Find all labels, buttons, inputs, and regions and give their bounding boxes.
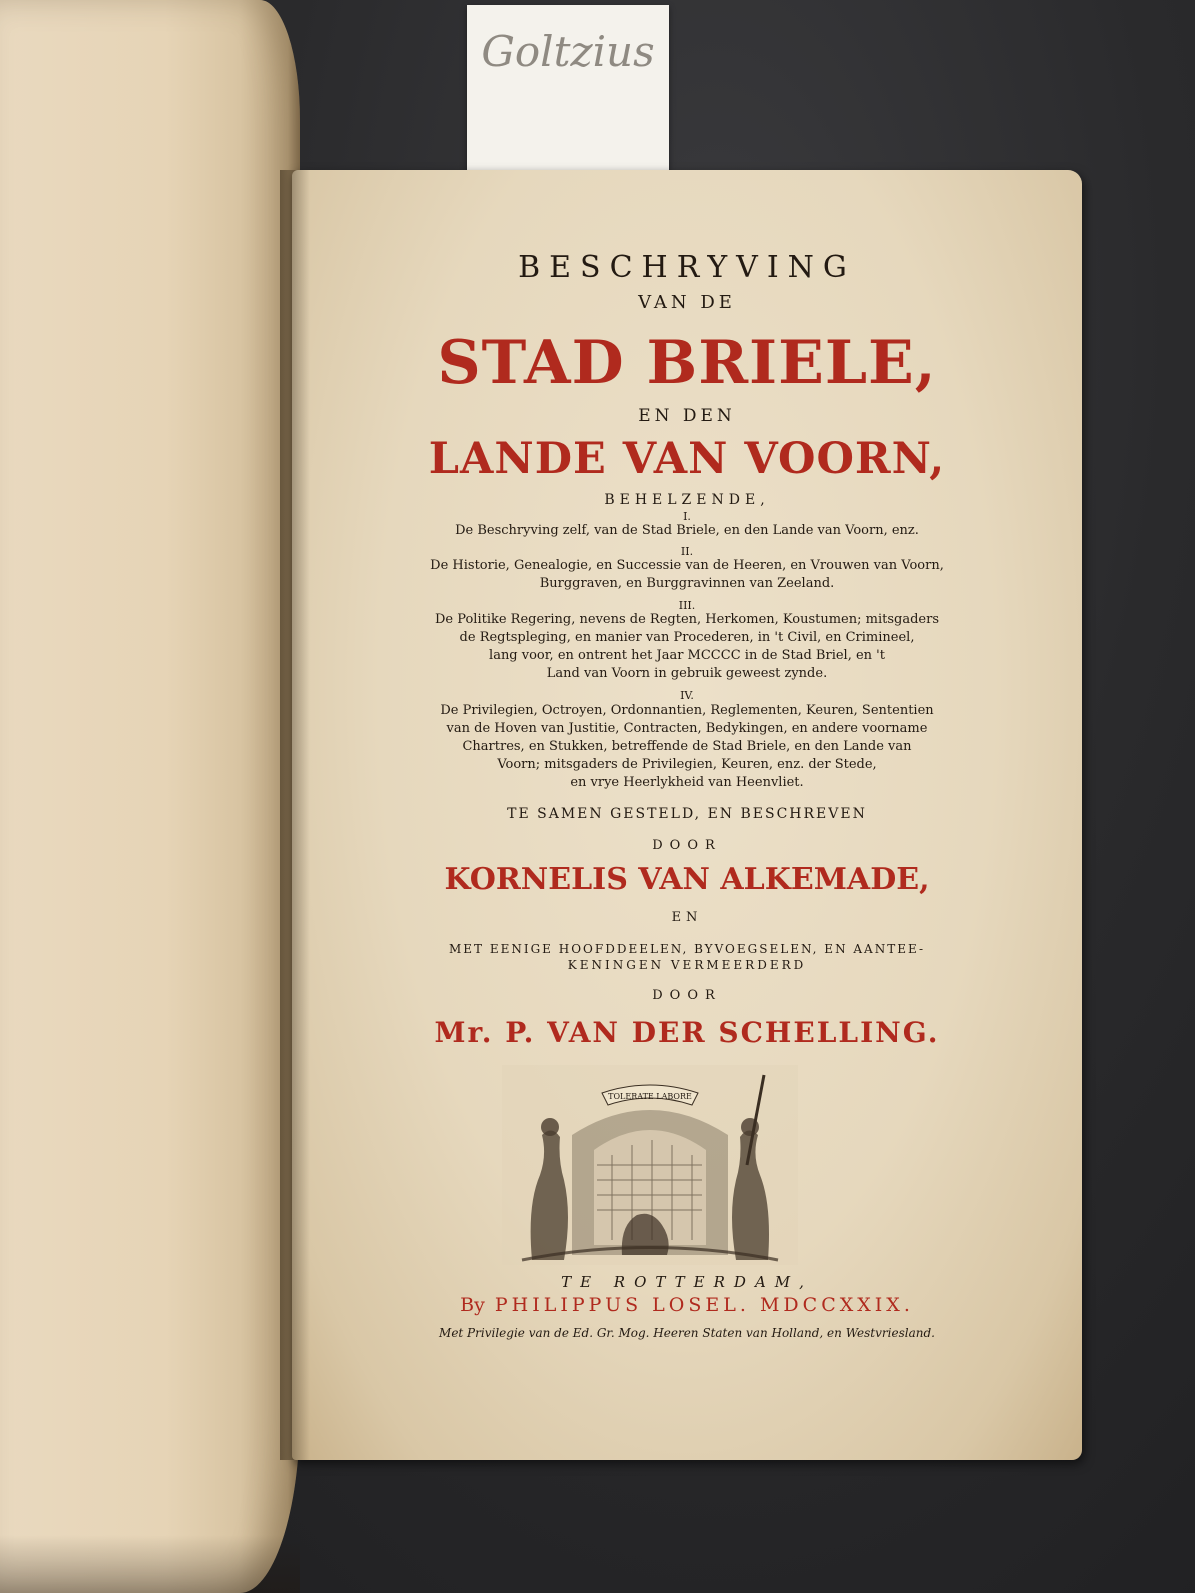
section-3-numeral: III. bbox=[678, 599, 696, 612]
section-4-line-4: Voorn; mitsgaders de Privilegien, Keuren, enz. der Stede, bbox=[497, 757, 877, 772]
behelzende-label: BEHELZENDE, bbox=[604, 492, 770, 508]
author-p-van-der-schelling bbox=[292, 1016, 1082, 1049]
privilege-line: Met Privilegie van de Ed. Gr. Mog. Heeren Staten van Holland, en Westvriesland. bbox=[439, 1326, 935, 1340]
en-label: EN bbox=[671, 910, 703, 925]
section-4-numeral: IV. bbox=[680, 689, 694, 702]
title-line-en-den: EN DEN bbox=[638, 406, 736, 426]
additions-line-1: MET EENIGE HOOFDDEELEN, BYVOEGSELEN, EN AANTEE- bbox=[448, 942, 926, 956]
author2-prefix: Mr. bbox=[434, 1016, 494, 1049]
compiled-by-line: TE SAMEN GESTELD, EN BESCHREVEN bbox=[507, 806, 867, 822]
section-4-line-3: Chartres, en Stukken, betreffende de Stad Briele, en den Lande van bbox=[462, 739, 912, 754]
gutter-shadow bbox=[280, 170, 310, 1460]
title-line-van-de: VAN DE bbox=[638, 292, 736, 313]
door-label-1: DOOR bbox=[652, 838, 722, 853]
section-4-line-5: en vrye Heerlykheid van Heenvliet. bbox=[570, 775, 804, 790]
title-lande-van-voorn: LANDE VAN VOORN, bbox=[428, 434, 946, 484]
printing-year: MDCCXXIX. bbox=[759, 1294, 914, 1316]
printer-by: By bbox=[460, 1294, 485, 1316]
author-kornelis-van-alkemade: KORNELIS VAN ALKEMADE, bbox=[444, 862, 930, 897]
section-3-line-2: de Regtspleging, en manier van Procederen, in 't Civil, en Crimineel, bbox=[459, 630, 915, 645]
title-stad-briele: STAD BRIELE, bbox=[437, 328, 937, 398]
section-3-line-1: De Politike Regering, nevens de Regten, Herkomen, Koustumen; mitsgaders bbox=[434, 612, 939, 627]
section-4-line-2: van de Hoven van Justitie, Contracten, Bedykingen, en andere voorname bbox=[446, 721, 928, 736]
door-label-2: DOOR bbox=[652, 988, 722, 1003]
title-page bbox=[292, 170, 1082, 1460]
section-2-line-1: De Historie, Genealogie, en Successie van de Heeren, en Vrouwen van Voorn, bbox=[430, 558, 944, 573]
left-blank-page bbox=[0, 0, 300, 1593]
left-page-shadow bbox=[0, 1535, 300, 1593]
bookmark-label-card bbox=[467, 5, 669, 180]
engraved-vignette bbox=[502, 1065, 798, 1265]
author2-name: P. VAN DER SCHELLING. bbox=[505, 1016, 940, 1049]
section-2-numeral: II. bbox=[680, 545, 694, 558]
title-line-beschryving: BESCHRYVING bbox=[518, 250, 856, 285]
vignette-motto: TOLERATE LABORE bbox=[608, 1092, 692, 1101]
section-1-numeral: I. bbox=[683, 510, 691, 523]
printer-line bbox=[292, 1294, 1082, 1316]
printer-name: PHILIPPUS LOSEL. bbox=[494, 1294, 750, 1316]
section-3-line-4: Land van Voorn in gebruik geweest zynde. bbox=[546, 666, 828, 681]
section-1-text: De Beschryving zelf, van de Stad Briele, en den Lande van Voorn, enz. bbox=[455, 523, 919, 538]
place-te-rotterdam: TE ROTTERDAM, bbox=[561, 1273, 813, 1291]
section-4-line-1: De Privilegien, Octroyen, Ordonnantien, Reglementen, Keuren, Sententien bbox=[440, 703, 934, 718]
section-2-line-2: Burggraven, en Burggravinnen van Zeeland. bbox=[539, 576, 835, 591]
bookmark-text: Goltzius bbox=[481, 27, 655, 76]
section-3-line-3: lang voor, en ontrent het Jaar MCCCC in de Stad Briel, en 't bbox=[489, 648, 885, 663]
additions-line-2: KENINGEN VERMEERDERD bbox=[567, 958, 807, 972]
